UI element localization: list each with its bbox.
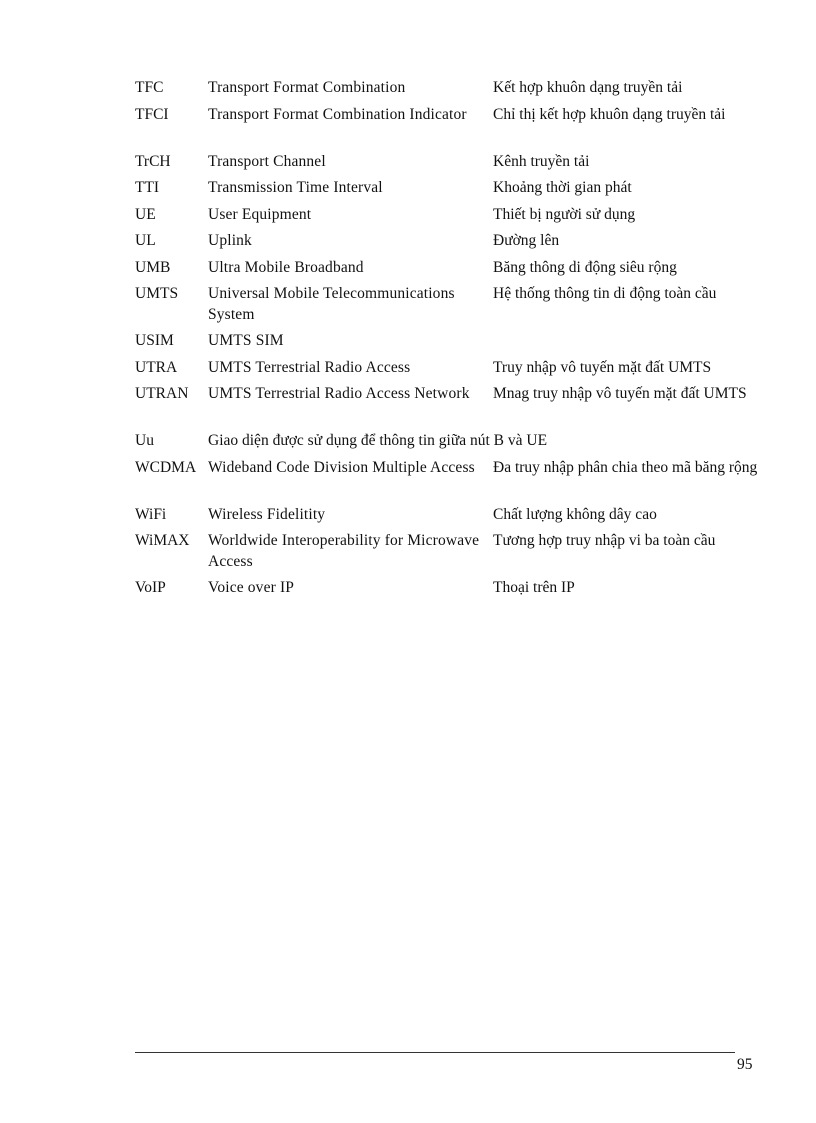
glossary-row bbox=[135, 105, 765, 146]
footer-divider bbox=[135, 1052, 735, 1053]
glossary-row bbox=[135, 531, 765, 572]
vietnamese-term: Đường lên bbox=[493, 232, 560, 249]
abbreviation: Uu bbox=[135, 432, 154, 449]
vietnamese-term: Chỉ thị kết hợp khuôn dạng truyền tải bbox=[493, 105, 726, 123]
abbreviation: UMTS bbox=[135, 285, 179, 302]
abbreviation: UE bbox=[135, 205, 156, 223]
english-term: Uplink bbox=[208, 232, 252, 249]
glossary-row bbox=[135, 505, 765, 526]
abbreviation: TFC bbox=[135, 79, 164, 96]
abbreviation: WCDMA bbox=[135, 458, 197, 476]
glossary-row bbox=[135, 205, 765, 226]
english-term: Transport Format Combination bbox=[208, 79, 406, 96]
abbreviation: UMB bbox=[135, 258, 171, 276]
glossary-row bbox=[135, 578, 765, 599]
english-term: User Equipment bbox=[208, 205, 312, 223]
glossary-row bbox=[135, 384, 765, 425]
full-width-definition: Giao diện được sử dụng để thông tin giữa nút B và UE bbox=[208, 432, 548, 449]
english-term: UMTS Terrestrial Radio Access Network bbox=[208, 385, 470, 402]
vietnamese-term: Kênh truyền tải bbox=[493, 152, 590, 170]
vietnamese-term: Kết hợp khuôn dạng truyền tải bbox=[493, 79, 683, 96]
english-term: UMTS SIM bbox=[208, 332, 284, 349]
english-term: Transport Format Combination Indicator bbox=[208, 105, 467, 123]
glossary-row bbox=[135, 358, 765, 379]
glossary-row bbox=[135, 178, 765, 199]
english-term: Ultra Mobile Broadband bbox=[208, 258, 364, 276]
abbreviation: UL bbox=[135, 232, 156, 249]
vietnamese-term: Băng thông di động siêu rộng bbox=[493, 258, 677, 276]
abbreviation: USIM bbox=[135, 332, 174, 349]
vietnamese-term: Mnag truy nhập vô tuyến mặt đất UMTS bbox=[493, 385, 747, 402]
vietnamese-term: Khoảng thời gian phát bbox=[493, 179, 632, 196]
abbreviation: UTRAN bbox=[135, 385, 189, 402]
english-term: Wireless Fidelitity bbox=[208, 505, 326, 523]
glossary-row bbox=[135, 458, 765, 499]
vietnamese-term: Đa truy nhập phân chia theo mã băng rộng bbox=[493, 458, 758, 476]
vietnamese-term: Hệ thống thông tin di động toàn cầu bbox=[493, 285, 717, 302]
abbreviation: TTI bbox=[135, 179, 160, 196]
vietnamese-term: Thiết bị người sử dụng bbox=[493, 205, 636, 223]
english-term: UMTS Terrestrial Radio Access bbox=[208, 358, 411, 376]
vietnamese-term: Tương hợp truy nhập vi ba toàn cầu bbox=[493, 532, 716, 549]
english-term: Transport Channel bbox=[208, 152, 326, 170]
glossary-row bbox=[135, 331, 765, 352]
glossary-row bbox=[135, 78, 765, 99]
abbreviation: TFCI bbox=[135, 105, 169, 123]
abbreviation: UTRA bbox=[135, 358, 178, 376]
english-term: Worldwide Interoperability for Microwave Access bbox=[208, 532, 480, 570]
abbreviation: WiMAX bbox=[135, 532, 190, 549]
glossary-row bbox=[135, 231, 765, 252]
glossary-row bbox=[135, 258, 765, 279]
glossary-row bbox=[135, 431, 765, 452]
english-term: Transmission Time Interval bbox=[208, 179, 383, 196]
english-term: Universal Mobile Telecommunications System bbox=[208, 285, 455, 323]
vietnamese-term: Thoại trên IP bbox=[493, 579, 575, 596]
vietnamese-term: Truy nhập vô tuyến mặt đất UMTS bbox=[493, 358, 712, 376]
abbreviation: VoIP bbox=[135, 579, 166, 596]
english-term: Voice over IP bbox=[208, 579, 295, 596]
abbreviation-glossary bbox=[135, 78, 765, 605]
abbreviation: TrCH bbox=[135, 152, 171, 170]
abbreviation: WiFi bbox=[135, 505, 167, 523]
english-term: Wideband Code Division Multiple Access bbox=[208, 458, 475, 476]
glossary-row bbox=[135, 284, 765, 325]
vietnamese-term: Chất lượng không dây cao bbox=[493, 505, 657, 523]
page-number: 95 bbox=[737, 1056, 753, 1073]
glossary-row bbox=[135, 152, 765, 173]
